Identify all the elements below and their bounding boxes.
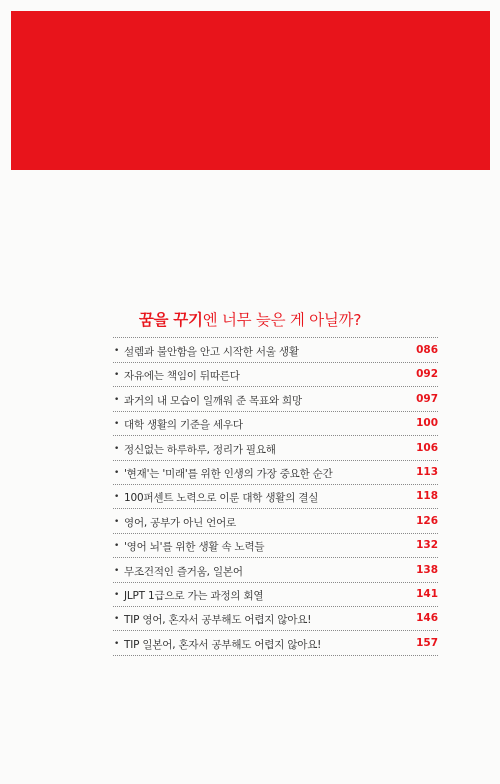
toc-entry-title: 정신없는 하루하루, 정리가 필요해 [124, 443, 276, 456]
bullet-icon: • [114, 394, 120, 405]
toc-entry-page: 141 [416, 588, 438, 600]
toc-entry [114, 340, 438, 364]
divider [113, 460, 438, 461]
chapter-title [0, 308, 500, 330]
toc-entry-page: 132 [416, 539, 438, 552]
bullet-icon: • [114, 614, 120, 625]
toc-entry-title: TIP 영어, 혼자서 공부해도 어렵지 않아요! [124, 614, 312, 627]
toc-entry-title: 무조건적인 즐거움, 일본어 [124, 565, 243, 578]
toc-entry-page: 118 [416, 490, 438, 503]
divider [113, 655, 438, 656]
toc-entry-page: 092 [416, 368, 438, 381]
red-banner [11, 11, 490, 170]
toc-entry-page: 097 [416, 392, 438, 405]
toc-entry [114, 511, 438, 535]
toc-entry-title: '영어 뇌'를 위한 생활 속 노력들 [124, 541, 265, 554]
bullet-icon: • [114, 541, 120, 552]
divider [113, 606, 438, 607]
toc-entry-page: 157 [416, 636, 438, 649]
divider [113, 411, 438, 412]
toc-entry-page: 146 [416, 612, 438, 625]
toc-entry-title: 대학 생활의 기준을 세우다 [124, 419, 243, 432]
divider [113, 337, 438, 338]
bullet-icon: • [114, 468, 120, 478]
toc-entry [114, 584, 438, 608]
toc-entry-title: 과거의 내 모습이 일깨워 준 목표와 희망 [124, 394, 302, 407]
toc-entry [114, 389, 438, 413]
toc-entry [114, 633, 438, 657]
toc-entry [114, 413, 438, 437]
toc-entry [114, 535, 438, 559]
bullet-icon: • [114, 346, 120, 356]
divider [113, 484, 438, 485]
toc-entry [114, 438, 438, 462]
divider [113, 557, 438, 558]
divider [113, 508, 438, 509]
divider [113, 630, 438, 631]
bullet-icon: • [114, 565, 120, 576]
divider [113, 362, 438, 363]
toc-entry-page: 100 [416, 417, 438, 430]
toc-entry-title: 영어, 공부가 아닌 언어로 [124, 516, 236, 529]
toc-entry-page: 106 [416, 441, 438, 454]
bullet-icon: • [114, 370, 120, 381]
toc-entry [114, 608, 438, 632]
toc-entry-page: 126 [416, 514, 438, 527]
bullet-icon: • [114, 638, 120, 649]
toc-entry-title: TIP 일본어, 혼자서 공부해도 어렵지 않아요! [124, 638, 322, 651]
bullet-icon: • [114, 419, 120, 430]
chapter-title-bold: 꿈을 꾸기 [138, 311, 203, 329]
divider [113, 533, 438, 534]
toc-entry [114, 560, 438, 584]
toc-entry-page: 138 [416, 563, 438, 576]
divider [113, 435, 438, 436]
divider [113, 582, 438, 583]
toc-entry [114, 462, 438, 486]
bullet-icon: • [114, 590, 120, 600]
toc-entry [114, 486, 438, 510]
bullet-icon: • [114, 443, 120, 454]
chapter-title-rest: 엔 너무 늦은 게 아닐까? [202, 311, 362, 329]
toc-entry-title: 100퍼센트 노력으로 이룬 대학 생활의 결실 [124, 492, 319, 505]
toc-entry-title: '현재'는 '미래'를 위한 인생의 가장 중요한 순간 [124, 468, 333, 480]
divider [113, 386, 438, 387]
toc-entry [114, 364, 438, 388]
bullet-icon: • [114, 516, 120, 527]
toc-entry-title: 자유에는 책임이 뒤따른다 [124, 370, 240, 383]
toc-entry-title: JLPT 1급으로 가는 과정의 회열 [124, 590, 264, 602]
toc-entry-page: 086 [416, 344, 438, 356]
toc-entry-title: 설렘과 불안함을 안고 시작한 서울 생활 [124, 346, 299, 358]
toc-entry-page: 113 [416, 466, 438, 478]
bullet-icon: • [114, 492, 120, 503]
